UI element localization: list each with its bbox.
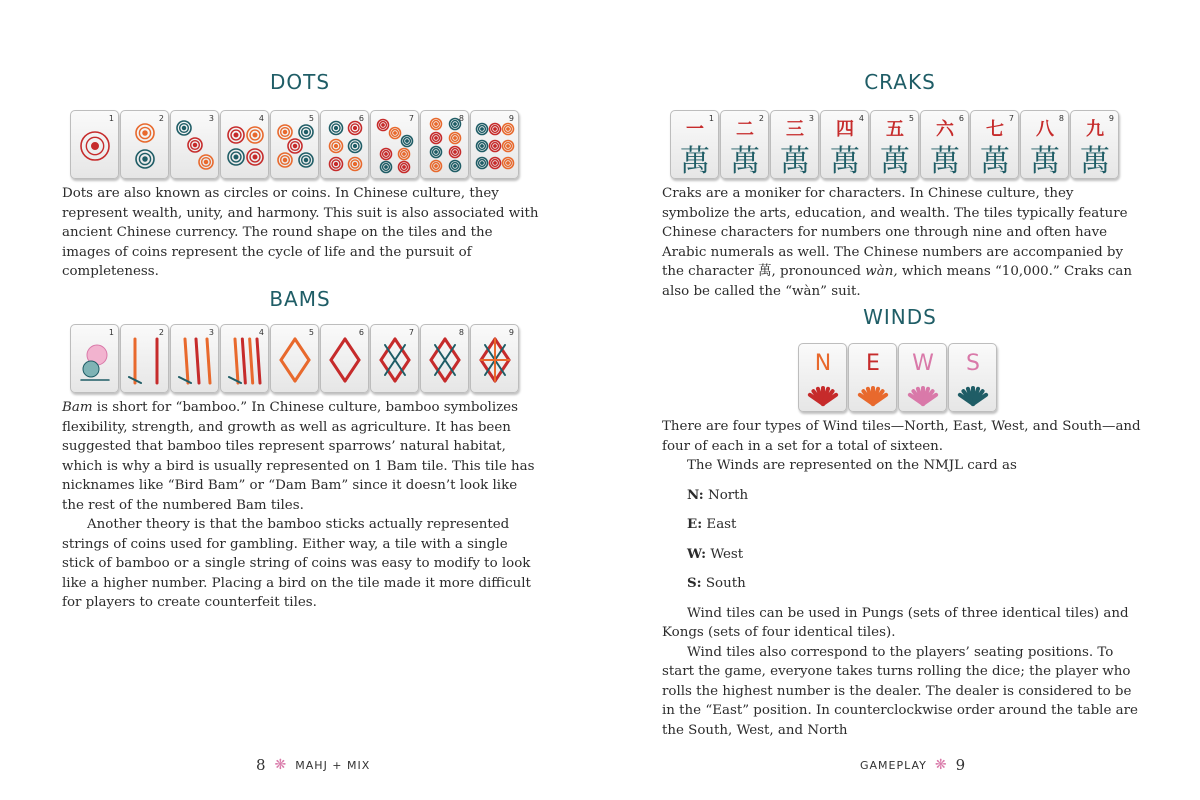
tile-artwork — [71, 111, 120, 180]
tile-number: 6 — [358, 328, 364, 337]
wind-letter: N — [814, 351, 832, 376]
wan-character: 萬 — [880, 144, 910, 179]
tile-number: 7 — [408, 114, 414, 123]
flower-ornament-icon: ❋ — [274, 757, 288, 773]
tile-number: 7 — [1008, 114, 1014, 123]
craks-paragraph-pre: Craks are a moniker for characters. In Chinese culture, they symbolize the arts, education, and wealth. The tiles typically feature Chinese characters for numbers one through nine and often have Arabic numerals as well. The Chinese numbers are accompanied by the character 萬, pronounced — [662, 186, 1128, 279]
dots-tile — [270, 110, 319, 179]
wan-character: 萬 — [980, 144, 1010, 179]
winds-heading: WINDS — [863, 305, 937, 329]
crak-numeral: 四 — [836, 119, 854, 140]
crak-numeral: 一 — [686, 119, 704, 140]
tile-artwork — [371, 325, 420, 394]
tile-number: 4 — [258, 328, 264, 337]
winds-text — [662, 417, 1142, 740]
bams-paragraph-1 — [62, 398, 542, 515]
winds-list-value: North — [703, 487, 749, 503]
bams-tile — [420, 324, 469, 393]
wan-character: 萬 — [930, 144, 960, 179]
tile-artwork — [171, 325, 220, 394]
tile-number: 3 — [208, 328, 214, 337]
dots-tile — [470, 110, 519, 179]
tile-number: 9 — [508, 328, 514, 337]
tile-artwork — [799, 344, 848, 413]
dots-tile — [320, 110, 369, 179]
tile-artwork — [921, 111, 970, 180]
tile-number: 3 — [808, 114, 814, 123]
craks-tile — [920, 110, 969, 179]
tile-number: 3 — [208, 114, 214, 123]
winds-paragraph-3: Wind tiles can be used in Pungs (sets of three identical tiles) and Kongs (sets of four identical tiles). — [662, 605, 1129, 640]
bams-tile — [270, 324, 319, 393]
tile-artwork — [471, 111, 520, 180]
crak-numeral: 七 — [986, 119, 1004, 140]
page-number-right: 9 — [955, 756, 967, 774]
tile-number: 1 — [108, 114, 114, 123]
dots-tile — [220, 110, 269, 179]
crak-numeral: 六 — [936, 119, 954, 140]
bams-tile — [320, 324, 369, 393]
craks-paragraph — [662, 184, 1142, 301]
winds-list-item — [687, 545, 1142, 565]
tile-artwork — [971, 111, 1020, 180]
tile-artwork — [721, 111, 770, 180]
section-title: GAMEPLAY — [860, 758, 927, 772]
tile-number: 5 — [908, 114, 914, 123]
tile-number: 8 — [458, 114, 464, 123]
tile-number: 1 — [708, 114, 714, 123]
dots-heading: DOTS — [269, 70, 331, 94]
dots-tile — [70, 110, 119, 179]
bams-tile — [220, 324, 269, 393]
winds-paragraph-4: Wind tiles also correspond to the players’ seating positions. To start the game, everyone takes turns rolling the dice; the player who rolls the highest number is the dealer. The dealer is considered to be in the “East” position. In counterclockwise order around the table are the South, West, and North — [662, 644, 1138, 738]
tile-artwork — [171, 111, 220, 180]
tile-artwork — [221, 111, 270, 180]
bams-tile — [120, 324, 169, 393]
tile-artwork — [849, 344, 898, 413]
craks-tile — [720, 110, 769, 179]
craks-tile — [1070, 110, 1119, 179]
winds-list-value: West — [706, 546, 744, 562]
bams-text — [62, 398, 542, 613]
winds-list — [662, 486, 1142, 594]
winds-list-item — [687, 486, 1142, 506]
craks-paragraph-post: which means “10,000.” Craks can also be called the “wàn” suit. — [662, 264, 1132, 299]
flower-ornament-icon: ❋ — [934, 757, 948, 773]
craks-tile-row — [670, 110, 1119, 179]
tile-number: 8 — [458, 328, 464, 337]
tile-number: 2 — [158, 328, 164, 337]
tile-artwork — [271, 325, 320, 394]
tile-artwork — [821, 111, 870, 180]
tile-artwork — [471, 325, 520, 394]
tile-number: 5 — [308, 114, 314, 123]
tile-number: 9 — [1108, 114, 1114, 123]
tile-artwork — [899, 344, 948, 413]
dots-tile — [170, 110, 219, 179]
tile-artwork — [949, 344, 998, 413]
bams-tile — [470, 324, 519, 393]
crak-numeral: 九 — [1086, 119, 1104, 140]
wan-term: wàn, — [865, 264, 898, 279]
winds-list-item — [687, 574, 1142, 594]
tile-number: 2 — [158, 114, 164, 123]
tile-number: 6 — [358, 114, 364, 123]
winds-tile — [798, 343, 847, 412]
winds-list-value: East — [702, 517, 737, 532]
crak-numeral: 二 — [736, 119, 754, 140]
right-page — [600, 0, 1200, 800]
tile-artwork — [371, 111, 420, 180]
winds-tile — [848, 343, 897, 412]
craks-tile — [770, 110, 819, 179]
dots-tile-row — [70, 110, 519, 179]
wind-letter: W — [912, 351, 934, 376]
bams-heading: BAMS — [269, 287, 331, 311]
tile-number: 6 — [958, 114, 964, 123]
tile-number: 8 — [1058, 114, 1064, 123]
tile-artwork — [871, 111, 920, 180]
wan-character: 萬 — [680, 144, 710, 179]
tile-artwork — [321, 111, 370, 180]
wan-character: 萬 — [780, 144, 810, 179]
craks-tile — [870, 110, 919, 179]
right-footer — [860, 756, 966, 774]
tile-artwork — [421, 325, 470, 394]
craks-tile — [1020, 110, 1069, 179]
craks-tile — [970, 110, 1019, 179]
tile-artwork — [121, 111, 170, 180]
tile-number: 1 — [108, 328, 114, 337]
winds-tile-row — [798, 343, 997, 412]
wan-character: 萬 — [1080, 144, 1110, 179]
winds-tile — [948, 343, 997, 412]
page-number-left: 8 — [256, 756, 267, 774]
tile-number: 4 — [258, 114, 264, 123]
bams-paragraph-1-text: is short for “bamboo.” In Chinese culture, bamboo symbolizes flexibility, strength, and growth as well as agriculture. It has been suggested that bamboo tiles represent sparrows’ natural habitat, which is why a bird is usually represented on 1 Bam tile. This tile has nicknames like “Bird Bam” or “Dam Bam” since it doesn’t look like the rest of the numbered Bam tiles. — [62, 400, 535, 513]
winds-list-key: W: — [687, 545, 707, 562]
dots-tile — [420, 110, 469, 179]
bams-paragraph-2: Another theory is that the bamboo sticks actually represented strings of coins used for gambling. Either way, a tile with a single stick of bamboo or a single string of coins was easy to modify to look like a higher number. Placing a bird on the tile made it more difficult for players to create counterfeit tiles. — [62, 517, 531, 610]
tile-artwork — [771, 111, 820, 180]
tile-artwork — [321, 325, 370, 394]
craks-tile — [820, 110, 869, 179]
wan-character: 萬 — [830, 144, 860, 179]
craks-heading: CRAKS — [864, 70, 936, 94]
tile-number: 5 — [308, 328, 314, 337]
tile-artwork — [671, 111, 720, 180]
tile-number: 9 — [508, 114, 514, 123]
winds-list-key: S: — [687, 575, 702, 591]
wan-character: 萬 — [1030, 144, 1060, 179]
dots-paragraph: Dots are also known as circles or coins. In Chinese culture, they represent wealth, unity, and harmony. This suit is also associated with ancient Chinese currency. The round shape on the tiles and the images of coins represent the cycle of life and the pursuit of completeness. — [62, 186, 539, 279]
tile-artwork — [1071, 111, 1120, 180]
wind-letter: S — [966, 351, 980, 376]
winds-tile — [898, 343, 947, 412]
dots-text — [62, 184, 542, 282]
winds-list-key: N: — [687, 486, 704, 503]
tile-artwork — [271, 111, 320, 180]
dots-tile — [370, 110, 419, 179]
left-footer — [256, 756, 370, 774]
tile-artwork — [221, 325, 270, 394]
dots-tile — [120, 110, 169, 179]
tile-number: 7 — [408, 328, 414, 337]
winds-paragraph-1: There are four types of Wind tiles—North, East, West, and South—and four of each in a set for a total of sixteen. — [662, 419, 1141, 454]
tile-number: 4 — [858, 114, 864, 123]
crak-numeral: 八 — [1036, 119, 1054, 140]
crak-numeral: 三 — [786, 119, 804, 140]
tile-artwork — [121, 325, 170, 394]
bams-tile-row — [70, 324, 519, 393]
bam-term: Bam — [62, 400, 93, 415]
wan-character: 萬 — [730, 144, 760, 179]
bams-tile — [170, 324, 219, 393]
winds-list-item — [687, 515, 1142, 535]
craks-text — [662, 184, 1142, 301]
wind-letter: E — [866, 351, 880, 376]
craks-tile — [670, 110, 719, 179]
tile-artwork — [1021, 111, 1070, 180]
winds-list-value: South — [701, 576, 746, 591]
book-title: MAHJ + MIX — [295, 758, 371, 772]
winds-list-key: E: — [687, 516, 703, 532]
tile-artwork — [71, 325, 120, 394]
bams-tile — [70, 324, 119, 393]
tile-number: 2 — [758, 114, 764, 123]
bams-tile — [370, 324, 419, 393]
winds-paragraph-2: The Winds are represented on the NMJL card as — [687, 458, 1017, 473]
tile-artwork — [421, 111, 470, 180]
crak-numeral: 五 — [886, 119, 904, 140]
